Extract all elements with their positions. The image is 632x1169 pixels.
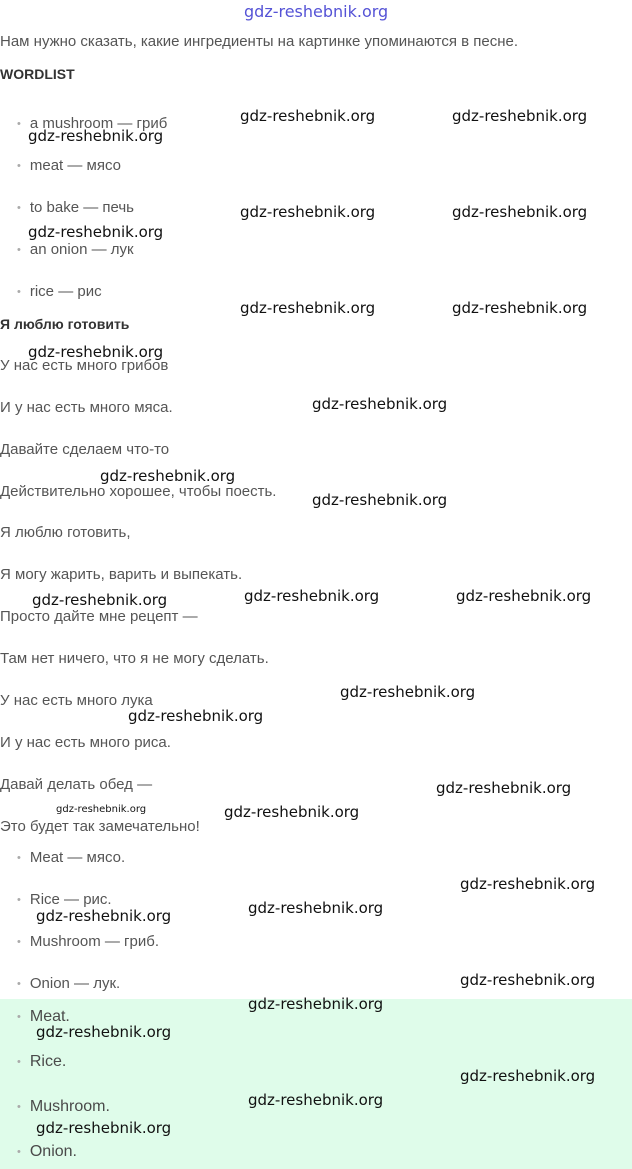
watermark: gdz-reshebnik.org [452,203,588,221]
translation-item: • Meat — мясо. [17,849,125,866]
watermark: gdz-reshebnik.org [240,299,376,317]
watermark: gdz-reshebnik.org [460,1067,596,1085]
song-line: Я могу жарить, варить и выпекать. [0,566,243,583]
song-line: Просто дайте мне рецепт — [0,608,198,625]
wordlist-item: • a mushroom — гриб [17,115,167,132]
song-line: Там нет ничего, что я не могу сделать. [0,650,269,667]
song-line: У нас есть много грибов [0,357,169,374]
song-line: И у нас есть много риса. [0,734,171,751]
wordlist-item: • rice — рис [17,283,102,300]
watermark: gdz-reshebnik.org [456,587,592,605]
watermark-top: gdz-reshebnik.org [244,2,389,21]
intro-text: Нам нужно сказать, какие ингредиенты на картинке упоминаются в песне. [0,33,519,50]
song-line: Давай делать обед — [0,776,153,793]
answer-item: • Mushroom. [17,1098,110,1116]
watermark: gdz-reshebnik.org [460,875,596,893]
translation-item: • Onion — лук. [17,975,120,992]
watermark: gdz-reshebnik.org [312,395,448,413]
song-line: И у нас есть много мяса. [0,399,173,416]
translation-item: • Rice — рис. [17,891,112,908]
watermark: gdz-reshebnik.org [28,223,164,241]
wordlist-title: WORDLIST [0,66,75,82]
watermark-small: gdz-reshebnik.org [56,804,147,815]
watermark: gdz-reshebnik.org [452,107,588,125]
watermark: gdz-reshebnik.org [224,803,360,821]
wordlist-item: • meat — мясо [17,157,121,174]
watermark: gdz-reshebnik.org [240,107,376,125]
song-line: У нас есть много лука [0,692,153,709]
watermark: gdz-reshebnik.org [28,127,164,145]
watermark: gdz-reshebnik.org [36,907,172,925]
song-line: Давайте сделаем что-то [0,441,170,458]
watermark: gdz-reshebnik.org [36,1023,172,1041]
watermark: gdz-reshebnik.org [100,467,236,485]
song-line: Это будет так замечательно! [0,818,200,835]
watermark: gdz-reshebnik.org [36,1119,172,1137]
watermark: gdz-reshebnik.org [28,343,164,361]
song-title: Я люблю готовить [0,316,130,332]
watermark: gdz-reshebnik.org [248,1091,384,1109]
watermark: gdz-reshebnik.org [248,899,384,917]
answer-item: • Rice. [17,1053,66,1071]
answer-item: • Meat. [17,1008,70,1026]
watermark: gdz-reshebnik.org [128,707,264,725]
translation-item: • Mushroom — гриб. [17,933,159,950]
watermark: gdz-reshebnik.org [248,995,384,1013]
watermark: gdz-reshebnik.org [452,299,588,317]
song-line: Действительно хорошее, чтобы поесть. [0,483,277,500]
watermark: gdz-reshebnik.org [240,203,376,221]
wordlist-item: • to bake — печь [17,199,134,216]
watermark: gdz-reshebnik.org [244,587,380,605]
watermark: gdz-reshebnik.org [32,591,168,609]
watermark: gdz-reshebnik.org [436,779,572,797]
wordlist-item: • an onion — лук [17,241,134,258]
watermark: gdz-reshebnik.org [312,491,448,509]
answer-item: • Onion. [17,1143,77,1161]
song-line: Я люблю готовить, [0,524,131,541]
watermark: gdz-reshebnik.org [460,971,596,989]
watermark: gdz-reshebnik.org [340,683,476,701]
